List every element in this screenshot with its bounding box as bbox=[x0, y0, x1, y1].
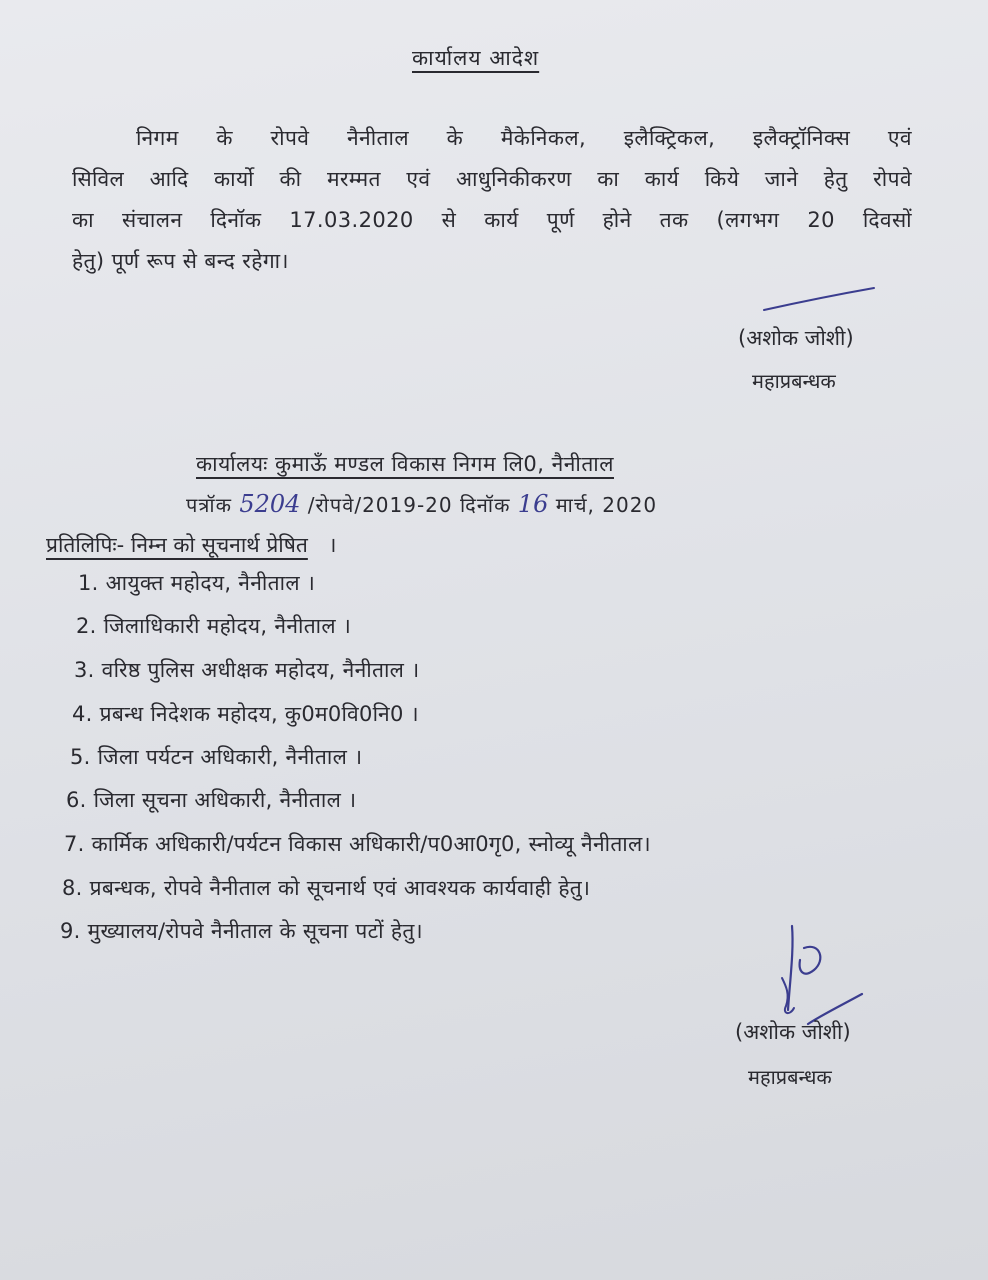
copy-heading bbox=[46, 531, 337, 559]
list-item: 2. जिलाधिकारी महोदय, नैनीताल । bbox=[76, 614, 352, 638]
paragraph-line: का संचालन दिनॉक 17.03.2020 से कार्य पूर्ण होने तक (लगभग 20 दिवसों bbox=[72, 208, 912, 232]
list-item: 4. प्रबन्ध निदेशक महोदय, कु0म0वि0नि0 । bbox=[72, 702, 419, 726]
signatory-name: (अशोक जोशी) bbox=[738, 326, 854, 350]
letter-ref: /रोपवे/2019-20 दिनॉक bbox=[307, 493, 511, 517]
list-item: 3. वरिष्ठ पुलिस अधीक्षक महोदय, नैनीताल । bbox=[74, 658, 420, 682]
letter-day: 16 bbox=[517, 490, 549, 518]
office-heading: कार्यालयः कुमाऊँ मण्डल विकास निगम लि0, नैनीताल bbox=[196, 452, 614, 476]
signatory-name: (अशोक जोशी) bbox=[735, 1020, 851, 1044]
paragraph-line: निगम के रोपवे नैनीताल के मैकेनिकल, इलैक्ट्रिकल, इलैक्ट्रॉनिक्स एवं bbox=[136, 126, 912, 150]
letter-reference bbox=[186, 490, 657, 518]
letter-month-year: मार्च, 2020 bbox=[555, 493, 658, 517]
list-item: 8. प्रबन्धक, रोपवे नैनीताल को सूचनार्थ एवं आवश्यक कार्यवाही हेतु। bbox=[62, 876, 591, 900]
order-heading: कार्यालय आदेश bbox=[412, 46, 540, 70]
signature-stroke bbox=[760, 282, 880, 314]
signatory-title: महाप्रबन्धक bbox=[748, 1065, 832, 1089]
letter-prefix: पत्रॉक bbox=[186, 493, 232, 517]
list-item: 5. जिला पर्यटन अधिकारी, नैनीताल । bbox=[70, 745, 363, 769]
signatory-title: महाप्रबन्धक bbox=[752, 369, 836, 393]
copy-label-end: । bbox=[328, 533, 337, 557]
letter-number: 5204 bbox=[239, 490, 301, 518]
paragraph-line: सिविल आदि कार्यो की मरम्मत एवं आधुनिकीकरण का कार्य किये जाने हेतु रोपवे bbox=[72, 167, 912, 191]
copy-label: प्रतिलिपिः- निम्न को सूचनार्थ प्रेषित bbox=[46, 533, 308, 557]
list-item: 6. जिला सूचना अधिकारी, नैनीताल । bbox=[66, 788, 357, 812]
list-item: 9. मुख्यालय/रोपवे नैनीताल के सूचना पटों हेतु। bbox=[60, 919, 423, 943]
paragraph-line: हेतु) पूर्ण रूप से बन्द रहेगा। bbox=[72, 249, 289, 273]
list-item: 1. आयुक्त महोदय, नैनीताल । bbox=[78, 571, 316, 595]
list-item: 7. कार्मिक अधिकारी/पर्यटन विकास अधिकारी/प0आ0गृ0, स्नोव्यू नैनीताल। bbox=[64, 832, 651, 856]
